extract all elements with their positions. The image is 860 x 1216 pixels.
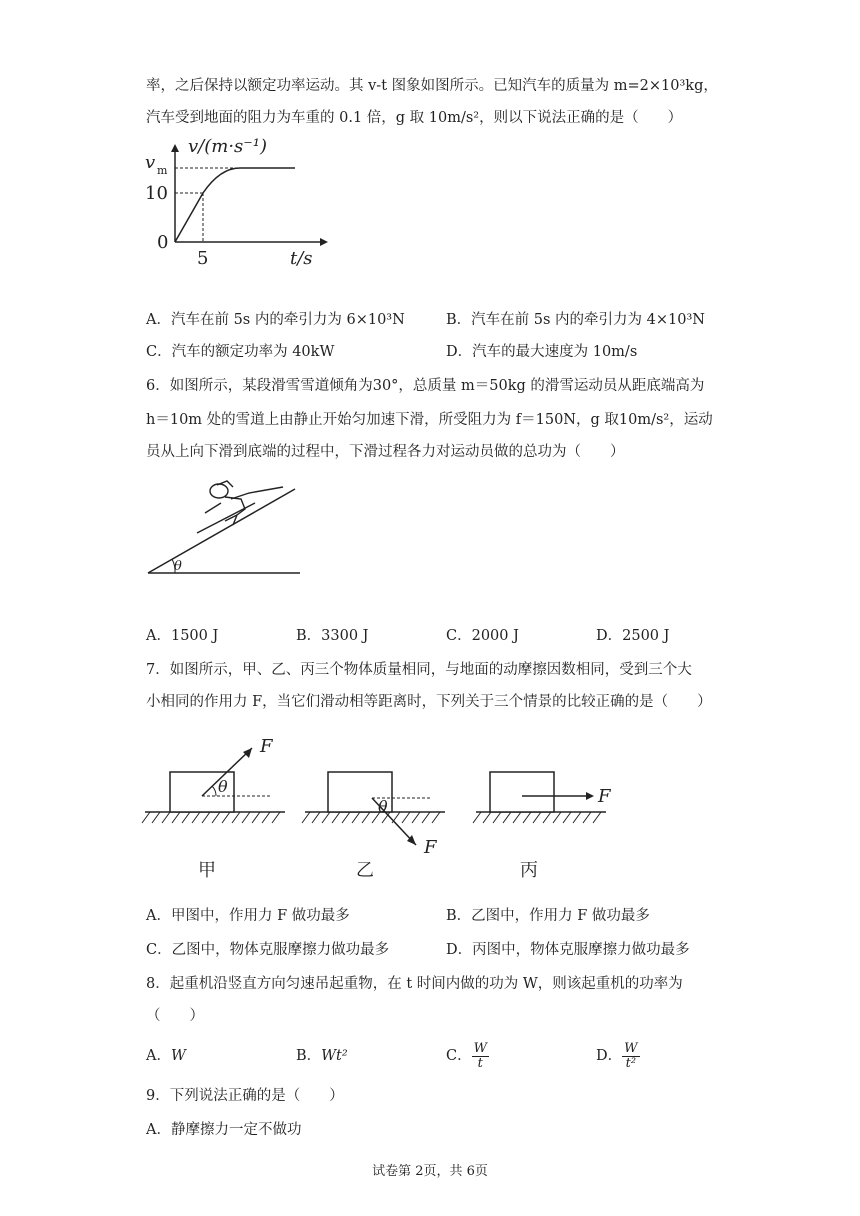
vt-vm-label: v (145, 152, 156, 173)
q9-option-a[interactable]: A．静摩擦力一定不做功 (146, 1122, 302, 1138)
vt-vm-sub: m (157, 164, 168, 177)
figure-yi (302, 772, 445, 881)
q5-option-d[interactable]: D．汽车的最大速度为 10m/s (446, 344, 638, 360)
vt-origin: 0 (157, 232, 169, 253)
q6-option-a[interactable]: A．1500 J (146, 628, 219, 644)
q7-text-line1: 7．如图所示，甲、乙、丙三个物体质量相同，与地面的动摩擦因数相同，受到三个大 (146, 662, 692, 678)
page-footer: 试卷第 2页，共 6页 (372, 1164, 488, 1179)
q8-option-b-prefix: B． (296, 1048, 322, 1064)
q8-option-c[interactable] (446, 1038, 489, 1074)
figure-jia (142, 736, 285, 881)
q7-text-line2: 小相同的作用力 F，当它们滑动相等距离时，下列关于三个情景的比较正确的是（ ） (146, 694, 712, 710)
q8-d-denominator: t² (625, 1055, 637, 1071)
figure-bing (473, 772, 612, 881)
q5-option-b[interactable]: B．汽车在前 5s 内的牵引力为 4×10³N (446, 312, 705, 328)
caption-yi: 乙 (356, 860, 374, 881)
yi-angle-label: θ (378, 797, 388, 816)
q5-text-line1: 率，之后保持以额定功率运动。其 v-t 图象如图所示。已知汽车的质量为 m=2×10³kg， (146, 78, 718, 94)
q6-option-b[interactable]: B．3300 J (296, 628, 369, 644)
q8-option-c-fraction (472, 1042, 489, 1071)
q9-text-line1: 9．下列说法正确的是（ ） (146, 1088, 344, 1104)
yi-force-label: F (424, 837, 437, 858)
q8-text-line2: （ ） (146, 1008, 204, 1024)
q5-option-c[interactable]: C．汽车的额定功率为 40kW (146, 344, 335, 360)
q6-option-c[interactable]: C．2000 J (446, 628, 519, 644)
q8-option-a-expr: W (170, 1048, 186, 1064)
ski-slope-figure (145, 475, 305, 580)
q8-option-d-prefix: D． (596, 1048, 623, 1064)
q8-text-line1: 8．起重机沿竖直方向匀速吊起重物，在 t 时间内做的功为 W，则该起重机的功率为 (146, 976, 683, 992)
vt-y-axis-label: v/(m·s⁻¹) (188, 136, 268, 157)
q8-option-a[interactable] (146, 1046, 186, 1066)
caption-jia: 甲 (198, 860, 216, 881)
jia-angle-label: θ (218, 777, 228, 796)
q8-d-numerator: W (624, 1040, 638, 1056)
q8-c-denominator: t (477, 1055, 483, 1071)
vt-graph (140, 130, 330, 275)
caption-bing: 丙 (520, 860, 538, 881)
slope-angle-label: θ (174, 559, 182, 574)
q7-option-b[interactable]: B．乙图中，作用力 F 做功最多 (446, 908, 650, 924)
vt-x-axis-label: t/s (290, 248, 313, 269)
q8-c-numerator: W (473, 1040, 487, 1056)
vt-x-tick: 5 (197, 248, 209, 269)
q7-option-a[interactable]: A．甲图中，作用力 F 做功最多 (146, 908, 350, 924)
q8-option-b[interactable] (296, 1046, 348, 1066)
q6-text-line2: h＝10m 处的雪道上由静止开始匀加速下滑，所受阻力为 f＝150N，g 取10m/s²，运动 (146, 412, 713, 428)
q5-text-line2: 汽车受到地面的阻力为车重的 0.1 倍，g 取 10m/s²，则以下说法正确的是（ ） (146, 110, 683, 126)
vt-y-tick: 10 (145, 183, 168, 204)
q8-option-c-prefix: C． (446, 1048, 472, 1064)
q8-option-d[interactable] (596, 1038, 640, 1074)
jia-force-label: F (260, 736, 273, 757)
q6-text-line1: 6．如图所示，某段滑雪雪道倾角为30°，总质量 m＝50kg 的滑雪运动员从距底端高为 (146, 378, 705, 394)
q6-text-line3: 员从上向下滑到底端的过程中，下滑过程各力对运动员做的总功为（ ） (146, 444, 625, 460)
bing-force-label: F (598, 786, 611, 807)
q6-option-d[interactable]: D．2500 J (596, 628, 670, 644)
q8-option-b-expr: Wt² (321, 1048, 348, 1064)
q5-option-a[interactable]: A．汽车在前 5s 内的牵引力为 6×10³N (146, 312, 405, 328)
q8-option-d-fraction (622, 1042, 639, 1071)
q8-option-a-prefix: A． (146, 1048, 171, 1064)
q7-option-d[interactable]: D．丙图中，物体克服摩擦力做功最多 (446, 942, 690, 958)
skier-icon (197, 481, 283, 533)
q7-option-c[interactable]: C．乙图中，物体克服摩擦力做功最多 (146, 942, 390, 958)
force-figures (140, 730, 620, 890)
